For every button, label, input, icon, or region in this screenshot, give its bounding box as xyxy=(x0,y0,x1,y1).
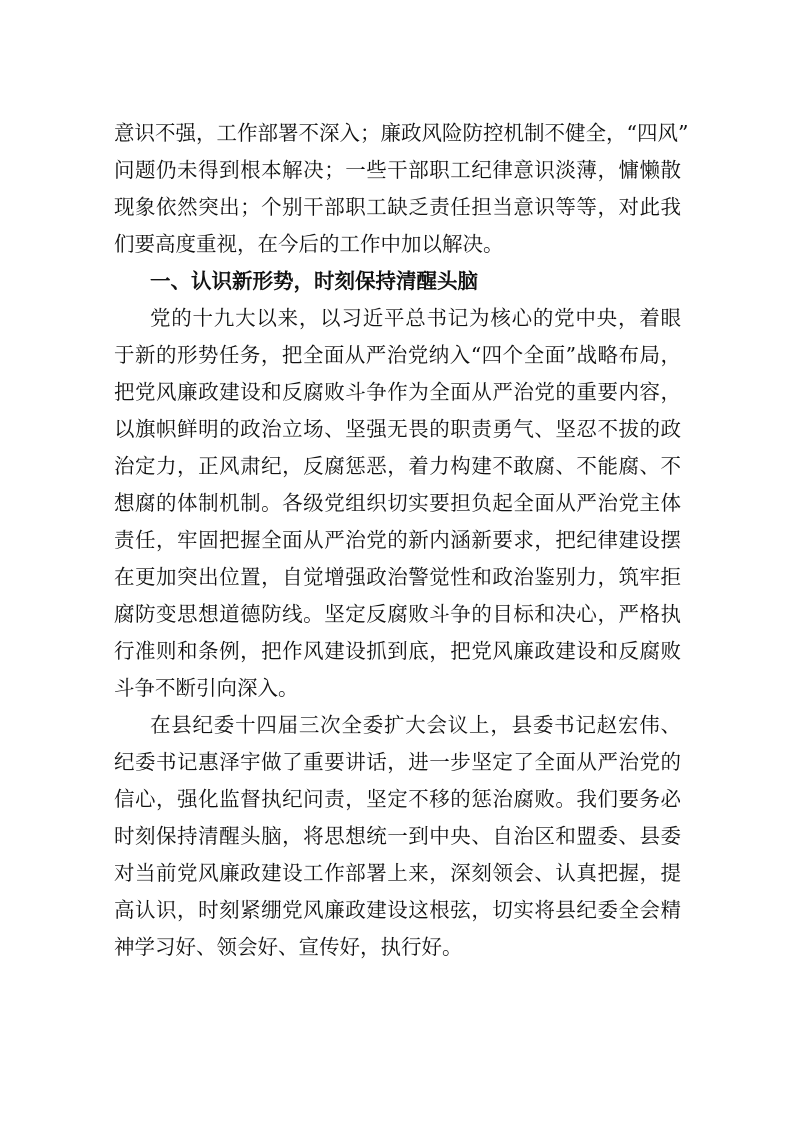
text-line: 于新的形势任务，把全面从严治党纳入“四个全面”战略布局， xyxy=(114,343,681,367)
text-line: 对当前党风廉政建设工作部署上来，深刻领会、认真把握，提 xyxy=(114,861,681,885)
text-line: 以旗帜鲜明的政治立场、坚强无畏的职责勇气、坚忍不拔的政 xyxy=(114,417,681,441)
text-line: 想腐的体制机制。各级党组织切实要担负起全面从严治党主体 xyxy=(114,491,681,515)
text-line: 在县纪委十四届三次全委扩大会议上，县委书记赵宏伟、 xyxy=(150,713,681,737)
text-line: 行准则和条例，把作风建设抓到底，把党风廉政建设和反腐败 xyxy=(114,639,681,663)
section-heading: 一、认识新形势，时刻保持清醒头脑 xyxy=(150,269,478,293)
text-line: 责任，牢固把握全面从严治党的新内涵新要求，把纪律建设摆 xyxy=(114,528,681,552)
text-line: 问题仍未得到根本解决；一些干部职工纪律意识淡薄，慵懒散 xyxy=(114,158,681,182)
text-line: 神学习好、领会好、宣传好，执行好。 xyxy=(114,935,463,959)
text-line: 信心，强化监督执纪问责，坚定不移的惩治腐败。我们要务必 xyxy=(114,787,681,811)
paragraph xyxy=(114,300,681,707)
text-line: 意识不强，工作部署不深入；廉政风险防控机制不健全，“四风” xyxy=(114,121,689,145)
text-line: 在更加突出位置，自觉增强政治警觉性和政治鉴别力，筑牢拒 xyxy=(114,565,681,589)
paragraph-continued xyxy=(114,115,689,263)
text-line: 高认识，时刻紧绷党风廉政建设这根弦，切实将县纪委全会精 xyxy=(114,898,681,922)
text-line: 斗争不断引向深入。 xyxy=(114,676,299,700)
text-line: 们要高度重视，在今后的工作中加以解决。 xyxy=(114,232,504,256)
text-line: 党的十九大以来，以习近平总书记为核心的党中央，着眼 xyxy=(150,306,681,330)
text-line: 时刻保持清醒头脑，将思想统一到中央、自治区和盟委、县委 xyxy=(114,824,681,848)
text-line: 现象依然突出；个别干部职工缺乏责任担当意识等等，对此我 xyxy=(114,195,681,219)
text-line: 腐防变思想道德防线。坚定反腐败斗争的目标和决心，严格执 xyxy=(114,602,681,626)
paragraph xyxy=(114,707,681,966)
document-page xyxy=(114,115,689,966)
text-line: 治定力，正风肃纪，反腐惩恶，着力构建不敢腐、不能腐、不 xyxy=(114,454,681,478)
text-line: 纪委书记惠泽宇做了重要讲话，进一步坚定了全面从严治党的 xyxy=(114,750,681,774)
text-line: 把党风廉政建设和反腐败斗争作为全面从严治党的重要内容， xyxy=(114,380,681,404)
